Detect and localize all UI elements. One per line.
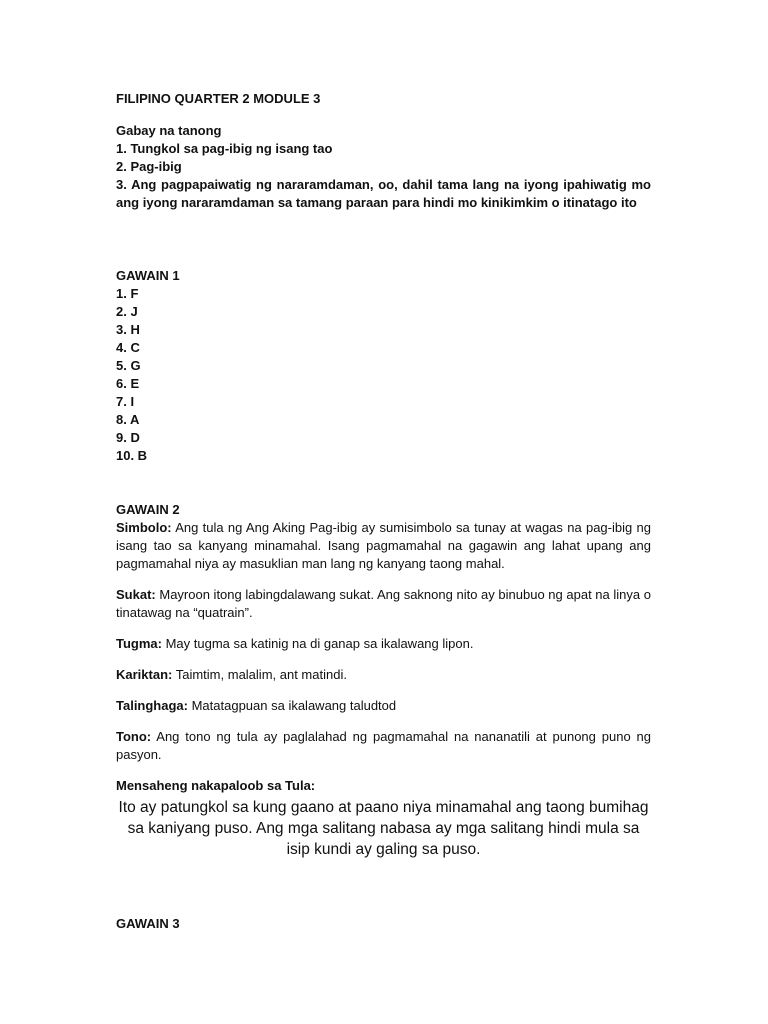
answer-item: 8. A xyxy=(116,412,140,427)
sukat-paragraph xyxy=(116,586,651,622)
document-title: FILIPINO QUARTER 2 MODULE 3 xyxy=(116,91,321,106)
tugma-label: Tugma: xyxy=(116,636,162,651)
mensahe-text: Ito ay patungkol sa kung gaano at paano niya minamahal ang taong bumihag sa kaniyang puso. Ang mga salitang nabasa ay mga salitang hindi mula sa isip kundi ay galing sa puso. xyxy=(118,799,649,858)
gabay-item-2: 2. Pag-ibig xyxy=(116,159,182,174)
gabay-item-1: 1. Tungkol sa pag-ibig ng isang tao xyxy=(116,141,333,156)
answer-item: 10. B xyxy=(116,448,148,463)
mensahe-heading: Mensaheng nakapaloob sa Tula: xyxy=(116,778,316,793)
tugma-paragraph xyxy=(116,635,651,653)
talinghaga-paragraph xyxy=(116,697,651,715)
answer-item: 1. F xyxy=(116,286,139,301)
sukat-label: Sukat: xyxy=(116,587,156,602)
gawain3-heading: GAWAIN 3 xyxy=(116,916,180,931)
answer-item: 2. J xyxy=(116,304,138,319)
tono-text: Ang tono ng tula ay paglalahad ng pagmamahal na nananatili at punong puno ng pasyon. xyxy=(116,729,651,762)
gawain1-answer-list xyxy=(116,285,651,465)
simbolo-text: Ang tula ng Ang Aking Pag-ibig ay sumisimbolo sa tunay at wagas na pag-ibig ng isang tao sa kanyang minamahal. Isang pagmamahal na gagawin ang lahat upang ang pagmamahal niya ay masuklian man lang ng kanyang taong mahal. xyxy=(116,520,651,571)
tono-label: Tono: xyxy=(116,729,152,744)
gabay-section xyxy=(116,122,651,212)
answer-item: 5. G xyxy=(116,358,141,373)
gawain1-heading: GAWAIN 1 xyxy=(116,268,180,283)
tugma-text: May tugma sa katinig na di ganap sa ikalawang lipon. xyxy=(161,636,474,651)
kariktan-label: Kariktan: xyxy=(116,667,173,682)
gawain2-section xyxy=(116,501,651,860)
gabay-heading: Gabay na tanong xyxy=(116,123,222,138)
document-content xyxy=(116,90,651,933)
answer-item: 4. C xyxy=(116,340,140,355)
kariktan-text: Taimtim, malalim, ant matindi. xyxy=(172,667,347,682)
answer-item: 7. I xyxy=(116,394,135,409)
answer-item: 9. D xyxy=(116,430,140,445)
gabay-item-3: 3. Ang pagpapaiwatig ng nararamdaman, oo, dahil tama lang na iyong ipahiwatig mo ang iyong nararamdaman sa tamang paraan para hindi mo kinikimkim o itinatago ito xyxy=(116,177,651,210)
gawain3-section xyxy=(116,915,651,933)
sukat-text: Mayroon itong labingdalawang sukat. Ang saknong nito ay binubuo ng apat na linya o tinatawag na “quatrain”. xyxy=(116,587,651,620)
simbolo-label: Simbolo: xyxy=(116,520,172,535)
gawain2-heading: GAWAIN 2 xyxy=(116,502,180,517)
answer-item: 3. H xyxy=(116,322,140,337)
talinghaga-label: Talinghaga: xyxy=(116,698,188,713)
kariktan-paragraph xyxy=(116,666,651,684)
gabay-list xyxy=(116,140,651,212)
talinghaga-text: Matatagpuan sa ikalawang taludtod xyxy=(187,698,397,713)
gawain1-section xyxy=(116,267,651,465)
simbolo-paragraph xyxy=(116,519,651,573)
answer-item: 6. E xyxy=(116,376,140,391)
tono-paragraph xyxy=(116,728,651,764)
